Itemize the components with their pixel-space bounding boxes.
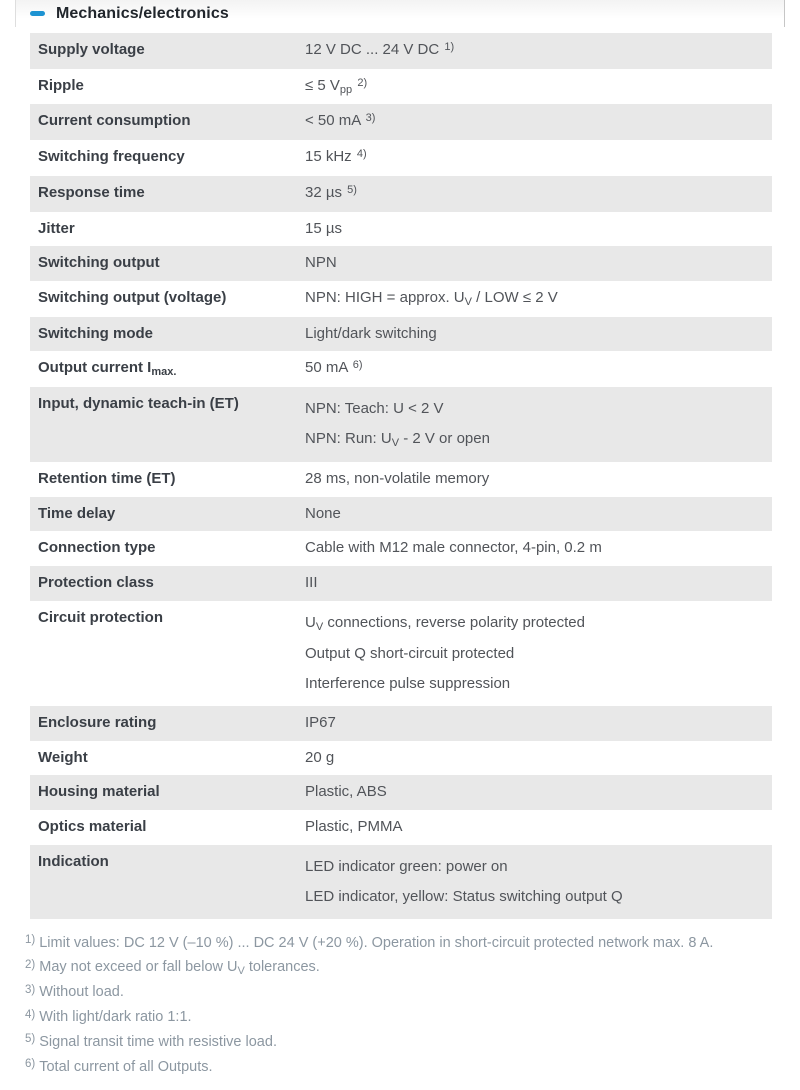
text-segment: 32 µs [305,183,347,201]
table-row [30,212,772,247]
text-segment: NPN: HIGH = approx. U [305,288,465,306]
spec-value-line [305,573,772,594]
footnote [25,932,762,957]
spec-label [30,573,305,594]
subscript-text: pp [339,83,353,96]
text-segment: None [305,504,341,522]
spec-value-line [305,713,772,734]
spec-value-line [305,76,772,98]
table-row [30,775,772,810]
spec-value [305,817,772,838]
text-segment: Retention time (ET) [38,470,176,488]
text-segment: Housing material [38,783,160,801]
spec-label [30,608,305,699]
text-segment: May not exceed or fall below U [39,959,238,976]
text-segment: tolerances. [244,959,320,976]
text-segment: Signal transit time with resistive load. [39,1033,277,1050]
text-segment [352,77,356,94]
table-row [30,497,772,532]
text-segment: NPN [305,254,337,272]
spec-label [30,782,305,803]
footnote-ref: 3) [365,112,376,125]
text-segment: Optics material [38,817,147,835]
spec-label [30,538,305,559]
spec-label [30,713,305,734]
subscript-text: V [315,620,324,633]
spec-value-line [305,324,772,345]
spec-value-line [305,111,772,133]
spec-table [30,33,772,919]
footnote-marker: 5) [25,1033,36,1046]
spec-value-line [305,639,772,669]
subscript-text: V [464,295,472,308]
spec-label [30,219,305,240]
spec-label [30,288,305,310]
spec-value [305,111,772,133]
text-segment: NPN: Teach: U < 2 V [305,400,444,418]
text-segment: 15 kHz [305,148,356,166]
spec-label [30,852,305,912]
text-segment: LED indicator green: power on [305,857,508,875]
table-row [30,845,772,919]
spec-value [305,538,772,559]
spec-value [305,469,772,490]
spec-value-line [305,504,772,525]
spec-value-line [305,424,772,455]
spec-value-line [305,40,772,62]
table-row [30,176,772,212]
text-segment: / LOW ≤ 2 V [471,288,558,306]
text-segment: Enclosure rating [38,713,157,731]
text-segment: Switching output [38,254,160,272]
spec-label [30,76,305,98]
spec-value [305,748,772,769]
spec-value-line [305,183,772,205]
table-row [30,69,772,105]
spec-label [30,324,305,345]
text-segment: Jitter [38,219,75,237]
spec-value [305,608,772,699]
text-segment: Total current of all Outputs. [39,1058,213,1075]
spec-value-line [305,469,772,490]
footnote-marker: 6) [25,1058,36,1071]
spec-label [30,147,305,169]
table-row [30,33,772,69]
footnote [25,1031,762,1056]
spec-label [30,394,305,455]
text-segment: Circuit protection [38,608,164,626]
spec-value-line [305,358,772,380]
text-segment: With light/dark ratio 1:1. [39,1009,192,1026]
spec-value-line [305,538,772,559]
text-segment: Current consumption [38,112,191,130]
table-row [30,387,772,462]
text-segment: Connection type [38,539,156,557]
spec-value-line [305,608,772,639]
text-segment: 50 mA [305,359,352,377]
subscript-text: V [391,437,400,450]
text-segment: Response time [38,183,145,201]
table-row [30,566,772,601]
table-row [30,281,772,317]
collapse-minus-icon[interactable] [30,11,45,16]
footnote-ref: 5) [347,183,357,196]
footnote-ref: 6) [352,359,363,372]
text-segment: < 50 mA [305,112,365,130]
spec-label [30,504,305,525]
spec-value-line [305,852,772,882]
spec-value-line [305,882,772,912]
spec-label [30,111,305,133]
spec-value-line [305,817,772,838]
footnote-marker: 4) [25,1008,36,1021]
spec-value [305,504,772,525]
text-segment: Time delay [38,504,116,522]
spec-value [305,782,772,803]
table-row [30,104,772,140]
text-segment: LED indicator, yellow: Status switching output Q [305,887,623,905]
text-segment: Output Q short-circuit protected [305,644,515,662]
text-segment: Switching mode [38,324,154,342]
section-title: Mechanics/electronics [56,4,229,22]
footnote-marker: 1) [25,934,36,947]
text-segment: Protection class [38,574,154,592]
spec-value [305,852,772,912]
spec-value-line [305,147,772,169]
text-segment: Light/dark switching [305,324,437,342]
spec-label [30,748,305,769]
spec-value-line [305,669,772,699]
footnote [25,981,762,1006]
text-segment: Weight [38,748,88,766]
text-segment: 12 V DC ... 24 V DC [305,41,444,58]
spec-value-line [305,748,772,769]
spec-value [305,288,772,310]
text-segment: III [305,574,318,592]
spec-label [30,40,305,62]
text-segment: Cable with M12 male connector, 4-pin, 0.2 m [305,539,602,557]
footnotes [25,932,762,1081]
footnote [25,1006,762,1031]
spec-value [305,713,772,734]
text-segment: Ripple [38,76,84,94]
spec-value [305,183,772,205]
footnote-marker: 2) [25,958,36,971]
spec-value-line [305,394,772,424]
subscript-text: V [237,965,245,978]
text-segment: Plastic, ABS [305,783,387,801]
text-segment: U [305,613,316,631]
text-segment: Output current I [38,359,152,377]
spec-label [30,469,305,490]
table-row [30,317,772,352]
subscript-text: max. [151,366,177,379]
text-segment: connections, reverse polarity protected [323,613,585,631]
spec-value [305,219,772,240]
footnote-ref: 1) [444,41,455,53]
table-row [30,140,772,176]
spec-value-line [305,288,772,310]
text-segment: 28 ms, non-volatile memory [305,470,490,488]
table-row [30,531,772,566]
spec-value [305,358,772,380]
text-segment: Switching frequency [38,148,185,166]
footnote-ref: 4) [356,148,367,161]
spec-value-line [305,253,772,274]
spec-value [305,147,772,169]
table-row [30,246,772,281]
text-segment: Input, dynamic teach-in (ET) [38,395,239,413]
table-row [30,741,772,776]
text-segment: Plastic, PMMA [305,817,403,835]
text-segment: ≤ 5 V [305,76,340,94]
text-segment: Supply voltage [38,41,145,58]
footnote [25,956,762,981]
text-segment: Limit values: DC 12 V (–10 %) ... DC 24 V (+20 %). Operation in short-circuit protected network max. 8 A. [39,934,714,951]
text-segment: Indication [38,852,109,870]
spec-label [30,817,305,838]
text-segment: Switching output (voltage) [38,288,227,306]
table-row [30,706,772,741]
spec-value-line [305,782,772,803]
spec-value-line [305,219,772,240]
table-row [30,351,772,387]
spec-value [305,573,772,594]
table-row [30,601,772,706]
text-segment: Interference pulse suppression [305,674,511,692]
text-segment: 20 g [305,748,335,766]
table-row [30,462,772,497]
spec-value [305,40,772,62]
spec-label [30,358,305,380]
text-segment: IP67 [305,713,336,731]
spec-label [30,253,305,274]
footnote [25,1056,762,1081]
spec-label [30,183,305,205]
section-header[interactable] [15,0,785,27]
spec-value [305,394,772,455]
text-segment: - 2 V or open [399,430,490,448]
table-row [30,810,772,845]
spec-value [305,253,772,274]
text-segment: NPN: Run: U [305,430,392,448]
text-segment: 15 µs [305,219,342,237]
spec-value [305,76,772,98]
footnote-marker: 3) [25,983,36,996]
text-segment: Without load. [39,984,124,1001]
footnote-ref: 2) [357,76,368,89]
spec-value [305,324,772,345]
